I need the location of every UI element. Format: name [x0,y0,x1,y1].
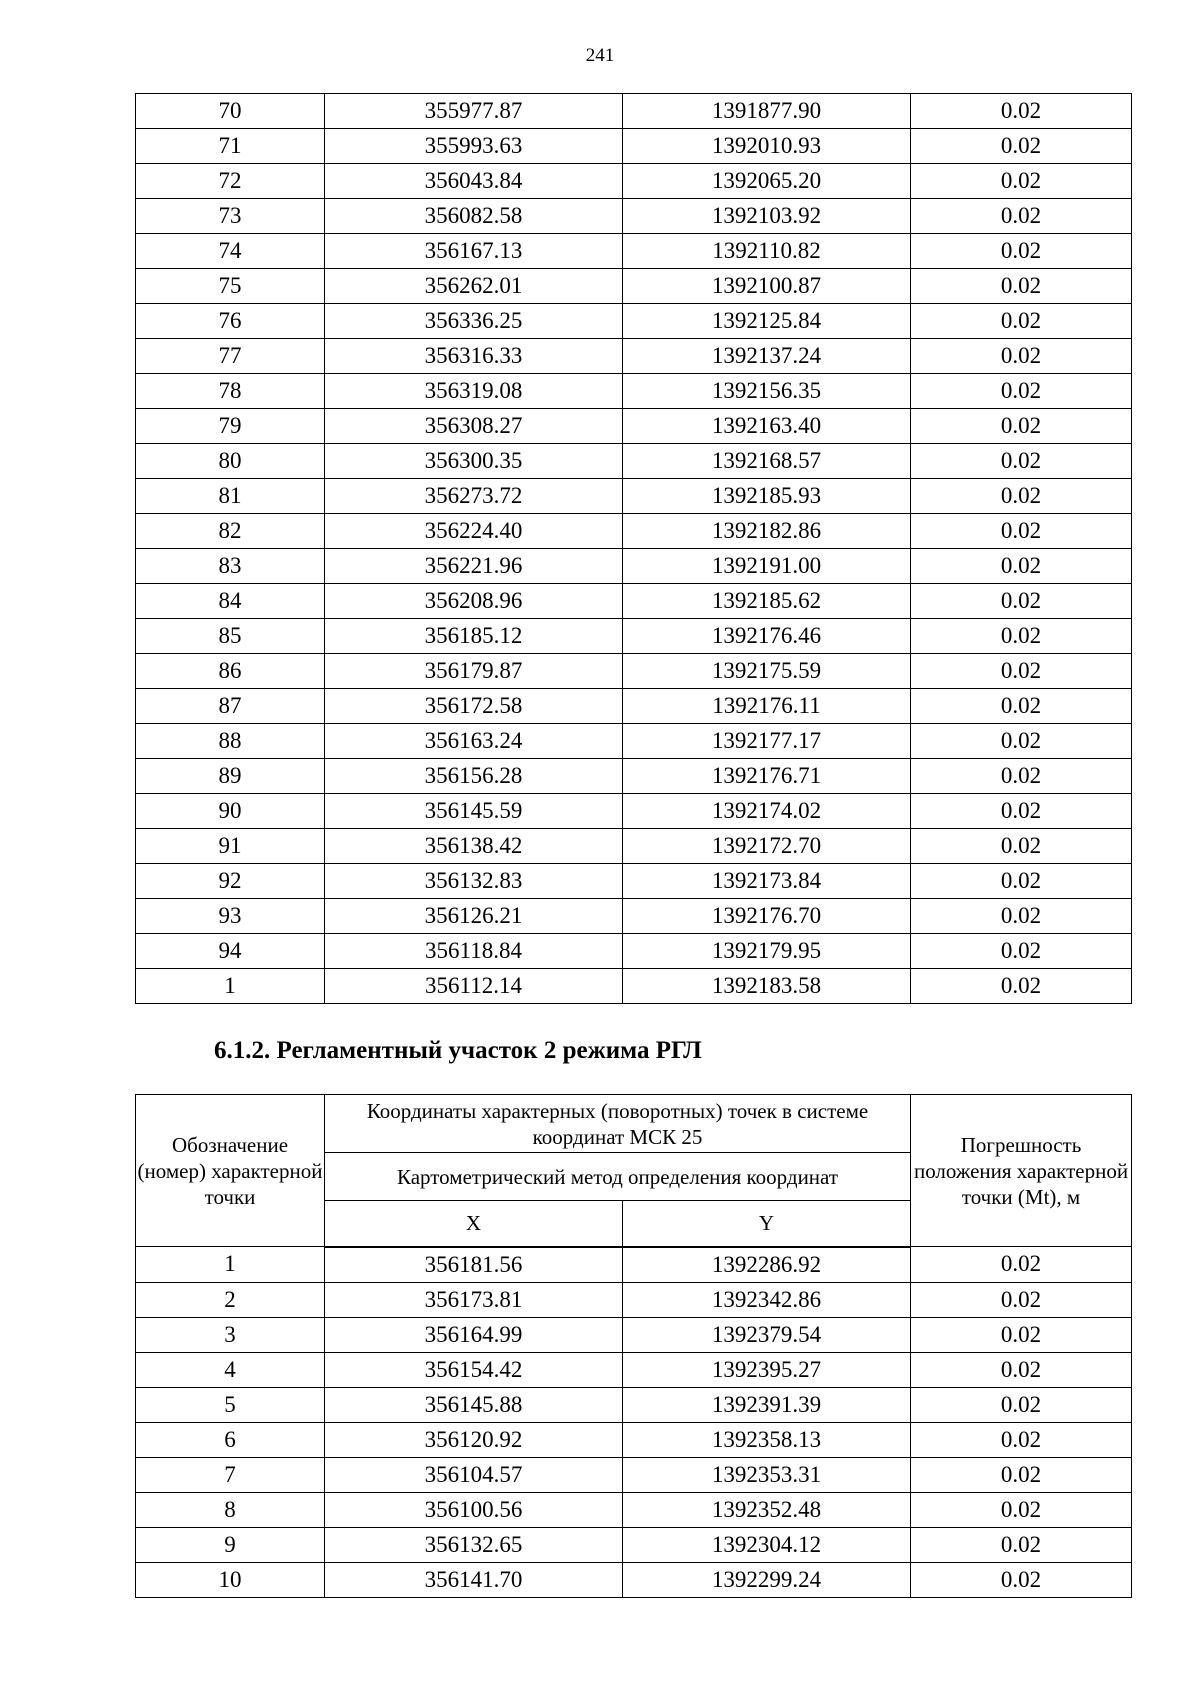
point-number-cell: 86 [136,654,325,689]
x-coordinate-cell: 356316.33 [325,339,623,374]
table-header [136,1095,1132,1247]
x-coordinate-cell: 356043.84 [325,164,623,199]
table-row [136,829,1132,864]
table-row [136,1527,1132,1562]
y-coordinate-cell: 1392179.95 [623,934,911,969]
error-cell: 0.02 [911,1282,1132,1317]
table-row [136,374,1132,409]
x-coordinate-cell: 355993.63 [325,129,623,164]
error-cell: 0.02 [911,934,1132,969]
table-row [136,479,1132,514]
error-cell: 0.02 [911,654,1132,689]
y-coordinate-cell: 1391877.90 [623,94,911,129]
y-coordinate-cell: 1392010.93 [623,129,911,164]
point-number-cell: 85 [136,619,325,654]
error-cell: 0.02 [911,374,1132,409]
x-coordinate-cell: 356120.92 [325,1422,623,1457]
table-row [136,934,1132,969]
y-coordinate-cell: 1392352.48 [623,1492,911,1527]
x-coordinate-cell: 356181.56 [325,1247,623,1283]
point-number-cell: 71 [136,129,325,164]
point-number-cell: 91 [136,829,325,864]
table-row [136,1247,1132,1283]
x-header: X [325,1201,623,1247]
point-number-cell: 84 [136,584,325,619]
y-coordinate-cell: 1392103.92 [623,199,911,234]
point-number-cell: 1 [136,969,325,1004]
y-coordinate-cell: 1392286.92 [623,1247,911,1283]
table-row [136,199,1132,234]
error-cell: 0.02 [911,829,1132,864]
error-cell: 0.02 [911,724,1132,759]
table-row [136,1457,1132,1492]
table-row [136,1352,1132,1387]
error-cell: 0.02 [911,1527,1132,1562]
table-row [136,339,1132,374]
error-cell: 0.02 [911,864,1132,899]
x-coordinate-cell: 356132.65 [325,1527,623,1562]
y-header: Y [623,1201,911,1247]
x-coordinate-cell: 356145.59 [325,794,623,829]
table-row [136,94,1132,129]
point-number-cell: 72 [136,164,325,199]
point-number-cell: 75 [136,269,325,304]
y-coordinate-cell: 1392185.93 [623,479,911,514]
point-number-cell: 89 [136,759,325,794]
error-cell: 0.02 [911,1317,1132,1352]
table-row [136,899,1132,934]
point-number-cell: 73 [136,199,325,234]
error-header: Погрешность положения характерной точки (Mt), м [911,1095,1132,1247]
table-row [136,724,1132,759]
table-row [136,864,1132,899]
x-coordinate-cell: 356273.72 [325,479,623,514]
y-coordinate-cell: 1392176.70 [623,899,911,934]
y-coordinate-cell: 1392342.86 [623,1282,911,1317]
x-coordinate-cell: 356336.25 [325,304,623,339]
y-coordinate-cell: 1392110.82 [623,234,911,269]
point-number-cell: 83 [136,549,325,584]
error-cell: 0.02 [911,339,1132,374]
error-cell: 0.02 [911,689,1132,724]
x-coordinate-cell: 356172.58 [325,689,623,724]
error-cell: 0.02 [911,899,1132,934]
table-row [136,269,1132,304]
x-coordinate-cell: 356138.42 [325,829,623,864]
point-number-cell: 92 [136,864,325,899]
point-number-cell: 4 [136,1352,325,1387]
table-row [136,689,1132,724]
point-number-cell: 87 [136,689,325,724]
y-coordinate-cell: 1392191.00 [623,549,911,584]
coordinates-table-body [136,1247,1132,1598]
error-cell: 0.02 [911,164,1132,199]
x-coordinate-cell: 356154.42 [325,1352,623,1387]
table-row [136,234,1132,269]
x-coordinate-cell: 356173.81 [325,1282,623,1317]
table-row [136,969,1132,1004]
x-coordinate-cell: 356082.58 [325,199,623,234]
point-number-cell: 2 [136,1282,325,1317]
point-number-cell: 94 [136,934,325,969]
error-cell: 0.02 [911,1247,1132,1283]
table-row [136,619,1132,654]
table-row [136,584,1132,619]
error-cell: 0.02 [911,234,1132,269]
x-coordinate-cell: 356163.24 [325,724,623,759]
table-row [136,1492,1132,1527]
coordinates-table-body [136,94,1132,1004]
y-coordinate-cell: 1392163.40 [623,409,911,444]
table-row [136,1562,1132,1597]
x-coordinate-cell: 356112.14 [325,969,623,1004]
error-cell: 0.02 [911,444,1132,479]
y-coordinate-cell: 1392182.86 [623,514,911,549]
point-number-cell: 76 [136,304,325,339]
y-coordinate-cell: 1392358.13 [623,1422,911,1457]
point-number-cell: 8 [136,1492,325,1527]
point-number-cell: 9 [136,1527,325,1562]
point-number-cell: 80 [136,444,325,479]
table-row [136,1317,1132,1352]
table-row [136,654,1132,689]
x-coordinate-cell: 356104.57 [325,1457,623,1492]
y-coordinate-cell: 1392391.39 [623,1387,911,1422]
error-cell: 0.02 [911,549,1132,584]
point-number-cell: 3 [136,1317,325,1352]
point-number-cell: 93 [136,899,325,934]
point-number-cell: 79 [136,409,325,444]
error-cell: 0.02 [911,584,1132,619]
point-number-cell: 7 [136,1457,325,1492]
table-row [136,549,1132,584]
y-coordinate-cell: 1392175.59 [623,654,911,689]
table-row [136,514,1132,549]
point-number-cell: 88 [136,724,325,759]
error-cell: 0.02 [911,1352,1132,1387]
x-coordinate-cell: 356300.35 [325,444,623,479]
point-number-cell: 5 [136,1387,325,1422]
error-cell: 0.02 [911,129,1132,164]
x-coordinate-cell: 356132.83 [325,864,623,899]
page-number: 241 [585,45,615,66]
y-coordinate-cell: 1392172.70 [623,829,911,864]
y-coordinate-cell: 1392379.54 [623,1317,911,1352]
table-row [136,1387,1132,1422]
y-coordinate-cell: 1392395.27 [623,1352,911,1387]
x-coordinate-cell: 356167.13 [325,234,623,269]
error-cell: 0.02 [911,794,1132,829]
y-coordinate-cell: 1392156.35 [623,374,911,409]
table-row [136,409,1132,444]
x-coordinate-cell: 356179.87 [325,654,623,689]
point-number-cell: 77 [136,339,325,374]
table-row [136,304,1132,339]
point-number-cell: 82 [136,514,325,549]
error-cell: 0.02 [911,1422,1132,1457]
point-number-cell: 1 [136,1247,325,1283]
error-cell: 0.02 [911,199,1132,234]
point-number-cell: 70 [136,94,325,129]
error-cell: 0.02 [911,409,1132,444]
x-coordinate-cell: 356262.01 [325,269,623,304]
x-coordinate-cell: 356208.96 [325,584,623,619]
table-row [136,444,1132,479]
y-coordinate-cell: 1392299.24 [623,1562,911,1597]
x-coordinate-cell: 356224.40 [325,514,623,549]
x-coordinate-cell: 356319.08 [325,374,623,409]
y-coordinate-cell: 1392176.71 [623,759,911,794]
y-coordinate-cell: 1392137.24 [623,339,911,374]
x-coordinate-cell: 356145.88 [325,1387,623,1422]
y-coordinate-cell: 1392100.87 [623,269,911,304]
x-coordinate-cell: 355977.87 [325,94,623,129]
table-row [136,759,1132,794]
y-coordinate-cell: 1392176.46 [623,619,911,654]
table-row [136,164,1132,199]
error-cell: 0.02 [911,94,1132,129]
coordinates-header: Координаты характерных (поворотных) точек в системе координат МСК 25 [325,1095,911,1153]
x-coordinate-cell: 356100.56 [325,1492,623,1527]
error-cell: 0.02 [911,969,1132,1004]
x-coordinate-cell: 356221.96 [325,549,623,584]
y-coordinate-cell: 1392304.12 [623,1527,911,1562]
point-number-cell: 90 [136,794,325,829]
point-number-cell: 74 [136,234,325,269]
x-coordinate-cell: 356308.27 [325,409,623,444]
error-cell: 0.02 [911,1492,1132,1527]
table-row [136,794,1132,829]
x-coordinate-cell: 356164.99 [325,1317,623,1352]
y-coordinate-cell: 1392183.58 [623,969,911,1004]
y-coordinate-cell: 1392065.20 [623,164,911,199]
table-row [136,1282,1132,1317]
y-coordinate-cell: 1392168.57 [623,444,911,479]
y-coordinate-cell: 1392176.11 [623,689,911,724]
y-coordinate-cell: 1392185.62 [623,584,911,619]
x-coordinate-cell: 356126.21 [325,899,623,934]
y-coordinate-cell: 1392353.31 [623,1457,911,1492]
table-row [136,129,1132,164]
point-number-cell: 6 [136,1422,325,1457]
x-coordinate-cell: 356141.70 [325,1562,623,1597]
point-number-header: Обозначение (номер) характерной точки [136,1095,325,1247]
error-cell: 0.02 [911,1562,1132,1597]
coordinates-table [135,1094,1132,1598]
error-cell: 0.02 [911,304,1132,339]
point-number-cell: 78 [136,374,325,409]
error-cell: 0.02 [911,269,1132,304]
x-coordinate-cell: 356156.28 [325,759,623,794]
point-number-cell: 81 [136,479,325,514]
error-cell: 0.02 [911,514,1132,549]
x-coordinate-cell: 356118.84 [325,934,623,969]
y-coordinate-cell: 1392173.84 [623,864,911,899]
point-number-cell: 10 [136,1562,325,1597]
y-coordinate-cell: 1392174.02 [623,794,911,829]
table-row [136,1422,1132,1457]
y-coordinate-cell: 1392177.17 [623,724,911,759]
y-coordinate-cell: 1392125.84 [623,304,911,339]
error-cell: 0.02 [911,479,1132,514]
method-header: Картометрический метод определения координат [325,1153,911,1201]
x-coordinate-cell: 356185.12 [325,619,623,654]
error-cell: 0.02 [911,759,1132,794]
error-cell: 0.02 [911,1387,1132,1422]
error-cell: 0.02 [911,1457,1132,1492]
error-cell: 0.02 [911,619,1132,654]
coordinates-table-continued [135,93,1132,1004]
section-heading: 6.1.2. Регламентный участок 2 режима РГЛ [214,1037,702,1064]
